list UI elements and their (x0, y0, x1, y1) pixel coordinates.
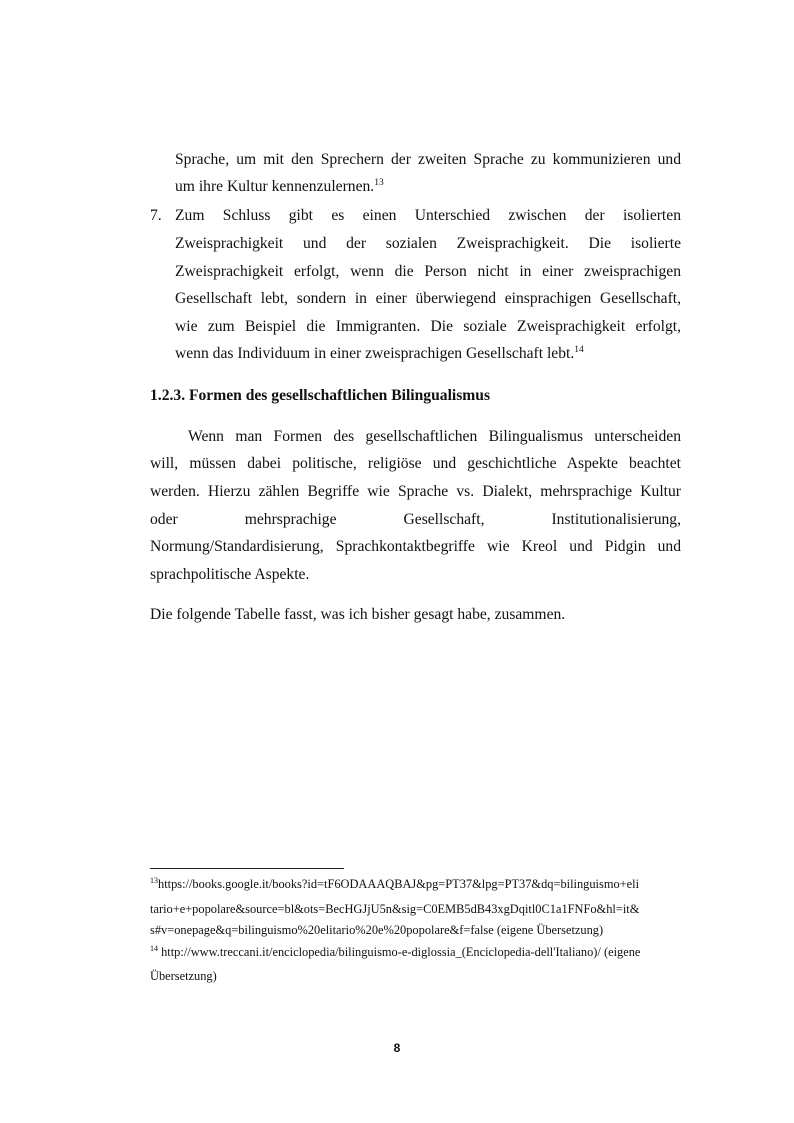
footnote-14-link[interactable]: http://www.treccani.it/enciclopedia/bilinguismo-e-diglossia_(Enciclopedia-dell'Italiano)/ (eigene (158, 945, 641, 959)
list-item-7-line-2: Zweisprachigkeit und der sozialen Zweisprachigkeit. Die isolierte (175, 235, 681, 252)
footnote-13-line-2[interactable]: tario+e+popolare&source=bl&ots=BecHGJjU5n&sig=C0EMB5dB43xgDqitl0C1a1FNFo&hl=it& (150, 902, 640, 916)
footnote-14-line-1 (150, 944, 640, 960)
paragraph-1-line-4: oder mehrsprachige Gesellschaft, Institutionalisierung, (150, 511, 681, 528)
footnote-14-number: 14 (150, 944, 158, 953)
list-item-7-line-1: Zum Schluss gibt es einen Unterschied zwischen der isolierten (175, 207, 681, 224)
paragraph-1-line-1: Wenn man Formen des gesellschaftlichen Bilingualismus unterscheiden (188, 428, 681, 445)
list-item-7-line-4: Gesellschaft lebt, sondern in einer überwiegend einsprachigen Gesellschaft, (175, 290, 681, 307)
list-item-7-line-5: wie zum Beispiel die Immigranten. Die soziale Zweisprachigkeit erfolgt, (175, 318, 681, 335)
footnote-ref-13[interactable]: 13 (374, 178, 384, 188)
section-heading: 1.2.3. Formen des gesellschaftlichen Bilingualismus (150, 387, 491, 404)
footnote-13-link[interactable]: https://books.google.it/books?id=tF6ODAAAQBAJ&pg=PT37&lpg=PT37&dq=bilinguismo+eli (158, 877, 640, 891)
list-item-6-continuation-line-1: Sprache, um mit den Sprechern der zweiten Sprache zu kommunizieren und (175, 151, 681, 168)
paragraph-1-line-5: Normung/Standardisierung, Sprachkontaktbegriffe wie Kreol und Pidgin und (150, 538, 681, 555)
list-item-7-number: 7. (150, 207, 162, 224)
footnote-13-line-1 (150, 876, 639, 892)
paragraph-1-line-3: werden. Hierzu zählen Begriffe wie Sprache vs. Dialekt, mehrsprachige Kultur (150, 483, 681, 500)
paragraph-2: Die folgende Tabelle fasst, was ich bisher gesagt habe, zusammen. (150, 606, 566, 623)
footnote-ref-14[interactable]: 14 (574, 345, 584, 355)
footnote-separator (150, 868, 344, 869)
footnote-14-line-2: Übersetzung) (150, 969, 217, 983)
list-item-6-text: um ihre Kultur kennenzulernen. (175, 178, 375, 195)
footnote-13-line-3[interactable]: s#v=onepage&q=bilinguismo%20elitario%20e%20popolare&f=false (eigene Übersetzung) (150, 923, 604, 937)
page-number: 8 (393, 1041, 401, 1055)
paragraph-1-line-6: sprachpolitische Aspekte. (150, 566, 310, 583)
list-item-7-text: wenn das Individuum in einer zweisprachigen Gesellschaft lebt. (175, 345, 575, 362)
paragraph-1-line-2: will, müssen dabei politische, religiöse und geschichtliche Aspekte beachtet (150, 455, 681, 472)
list-item-7-line-6 (175, 344, 584, 364)
list-item-6-continuation-line-2 (175, 177, 384, 197)
list-item-7-line-3: Zweisprachigkeit erfolgt, wenn die Person nicht in einer zweisprachigen (175, 263, 681, 280)
footnote-13-number: 13 (150, 876, 158, 885)
